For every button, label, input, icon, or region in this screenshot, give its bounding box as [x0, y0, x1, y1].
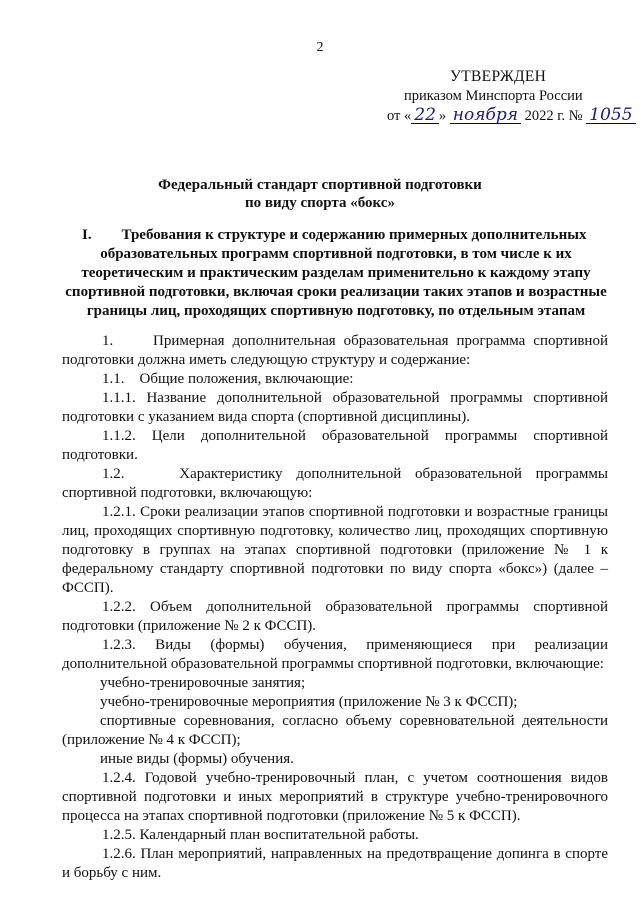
date-prefix: от «: [387, 108, 412, 124]
page-number: 2: [316, 40, 324, 55]
approval-authority: приказом Минспорта России: [404, 88, 583, 104]
section-heading: [62, 226, 610, 321]
title-line-2: по виду спорта «бокс»: [245, 195, 395, 211]
title-line-1: Федеральный стандарт спортивной подготовки: [158, 177, 482, 193]
list-item: спортивные соревнования, согласно объему соревновательной деятельности (приложение № 4 к ФССП);: [62, 713, 608, 748]
section-title: Требования к структуре и содержанию примерных дополнительных образовательных программ спортивной подготовки, в том числе к их теоретическим и практическим разделам применительно к каждому этапу спортивной подготовки, включая сроки реализации таких этапов и возрастные границы лиц, проходящих спортивную подготовку, по отдельным этапам: [65, 227, 607, 319]
list-item: учебно-тренировочные занятия;: [100, 675, 306, 691]
paragraph: 1.2. Характеристику дополнительной образовательной программы спортивной подготовки, включающую:: [62, 466, 608, 501]
paragraph: 1.2.2. Объем дополнительной образовательной программы спортивной подготовки (приложение № 2 к ФССП).: [62, 599, 608, 634]
handwritten-number: 1055: [589, 105, 633, 125]
date-year: 2022 г. №: [524, 108, 583, 124]
paragraph: 1.2.3. Виды (формы) обучения, применяющиеся при реализации дополнительной образовательной программы спортивной подготовки, включающие:: [62, 637, 608, 672]
approval-title: УТВЕРЖДЕН: [450, 68, 547, 85]
paragraph: 1.2.4. Годовой учебно-тренировочный план, с учетом соотношения видов спортивной подготовки и иных мероприятий в структуре учебно-тренировочного процесса на этапах спортивной подготовки (приложение № 5 к ФССП).: [62, 770, 608, 824]
paragraph: 1.1. Общие положения, включающие:: [102, 371, 354, 387]
handwritten-day: 22: [414, 105, 436, 125]
paragraph: 1.1.1. Название дополнительной образовательной программы спортивной подготовки с указанием вида спорта (спортивной дисциплины).: [62, 390, 608, 425]
document-body: [62, 332, 608, 883]
handwritten-month: ноября: [452, 105, 518, 125]
paragraph: 1. Примерная дополнительная образовательная программа спортивной подготовки должна иметь следующую структуру и содержание:: [62, 333, 608, 368]
section-number: I.: [82, 227, 92, 243]
list-item: учебно-тренировочные мероприятия (приложение № 3 к ФССП);: [100, 694, 518, 710]
approval-date-line: [387, 105, 636, 125]
date-mid: »: [438, 108, 447, 124]
paragraph: 1.2.5. Календарный план воспитательной работы.: [102, 827, 419, 843]
paragraph: 1.1.2. Цели дополнительной образовательной программы спортивной подготовки.: [62, 428, 608, 463]
document-title: [0, 176, 640, 212]
list-item: иные виды (формы) обучения.: [100, 751, 294, 767]
paragraph: 1.2.6. План мероприятий, направленных на предотвращение допинга в спорте и борьбу с ним.: [62, 846, 608, 881]
paragraph: 1.2.1. Сроки реализации этапов спортивной подготовки и возрастные границы лиц, проходящих спортивную подготовку, количество лиц, проходящих спортивную подготовку в группах на этапах спортивной подготовки (приложение № 1 к федеральному стандарту спортивной подготовки по виду спорта «бокс») (далее – ФССП).: [62, 504, 608, 596]
